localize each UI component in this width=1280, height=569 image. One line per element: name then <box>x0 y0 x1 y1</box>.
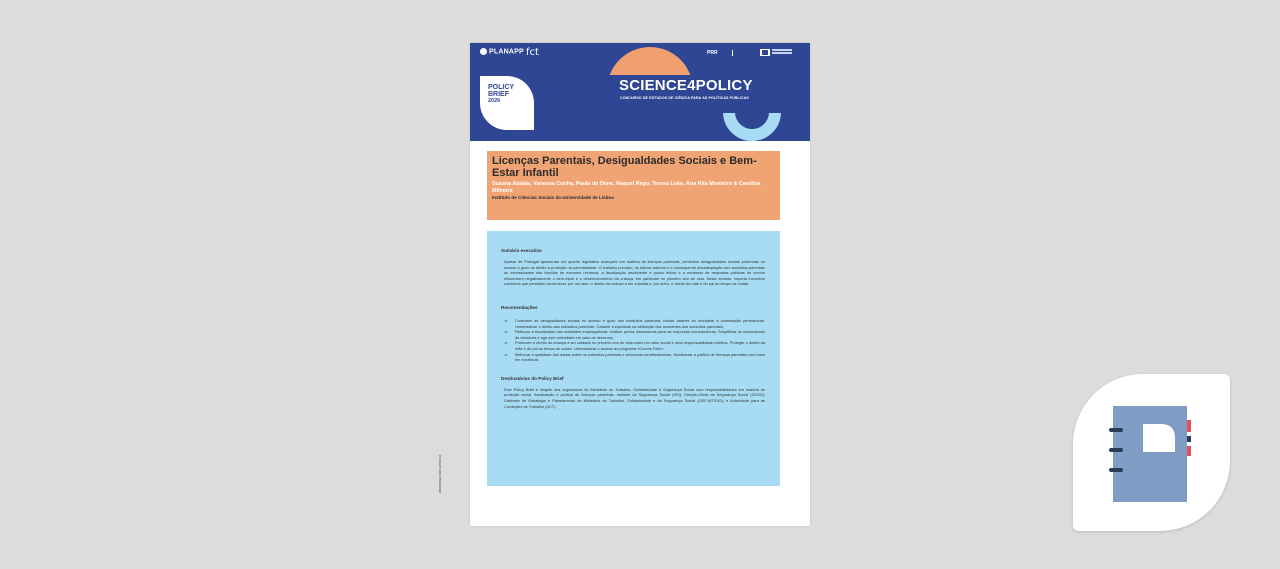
eu-flag-icon <box>760 49 770 56</box>
badge-line-2: BRIEF <box>488 91 509 98</box>
executive-summary-text: Apesar de Portugal apresentar um quadro legislativo avançado em matéria de licenças parentais, persistem desigualdades sociais profundas no acesso e gozo do direito à proteção na parentalidade. O trabalho precário, os baixos salários e a consequente desadequação dos subsídios parentais às necessidades das famílias de menores recursos, a fiscalização insuficiente e pouco eficaz e a escassez de respostas públicas de creche influenciam negativamente o bem-estar e o desenvolvimento da criança, em particular no primeiro ano de vida. Neste sentido, importa encontrar caminhos que permitam reconhecer, por um lado, o direito da criança a ser cuidada e, por outro, o direito da mãe e do pai ao tempo de cuidar. <box>504 259 765 287</box>
document-id: PLANAPP-S4P-PB/2026/007 <box>438 455 442 494</box>
content-box <box>487 231 780 486</box>
document-institution: Instituto de Ciências Sociais da Universidade de Lisboa <box>492 195 614 200</box>
badge-year: 2026 <box>488 98 501 104</box>
document-authors: Susana Atalaia, Vanessa Cunha, Paula do Dene, Raquel Rego, Teresa Leão, Ana Rita Monteiro & Carolina Milheiro <box>492 181 761 194</box>
recommendations-list <box>501 318 765 363</box>
science4policy-subtitle: CONCURSO DE ESTUDOS DE CIÊNCIA PARA AS POLÍTICAS PÚBLICAS <box>620 96 749 100</box>
recommendation-item: ⇒ Reforçar a fiscalização das entidades empregadoras. Instituir penas dissuasoras para as empresas incumpridoras. Simplificar os mecanismos de denúncia e agir com celeridade em caso de denúncia; <box>504 329 765 340</box>
policy-brief-page <box>438 43 810 526</box>
app-logo-tile <box>1073 374 1230 531</box>
executive-summary-heading: Sumário executivo <box>501 248 542 253</box>
recommendation-item: ⇒ Promover o direito da criança a ser cuidada no primeiro ano de vida como um valor social e uma responsabilidade coletiva. Proteger o direito da mãe e do pai ao tempo de cuidar. Universalizar o acesso ao programa «Creche Feliz». <box>504 340 765 351</box>
fct-logo: fct <box>526 47 539 58</box>
document-title: Licenças Parentais, Desigualdades Sociais e Bem-Estar Infantil <box>492 155 757 179</box>
notebook-icon <box>1109 406 1191 502</box>
recipients-text: Este Policy Brief é dirigido aos organismos do Ministério do Trabalho, Solidariedade e Segurança Social com responsabilidades em matéria de proteção social, fiscalização e política de licenças parentais: Instituto da Segurança Social (ISS); Direção-Geral da Segurança Social (DGSS); Gabinete de Estratégia e Planeamento do Ministério do Trabalho, Solidariedade e da Segurança Social (GEP-MTSSS); e Autoridade para as Condições de Trabalho (ACT). <box>504 386 765 409</box>
recommendations-heading: Recomendações <box>501 304 538 310</box>
eu-logo-text <box>772 49 792 51</box>
recipients-heading: Destinatários do Policy Brief <box>501 375 564 381</box>
badge-line-1: POLICY <box>488 84 515 91</box>
republica-logo <box>732 50 752 56</box>
header-banner <box>470 43 810 141</box>
title-box <box>487 151 780 220</box>
planapp-logo: PLANAPP <box>480 48 524 55</box>
recommendation-item: ⇒ Combater as desigualdades sociais no acesso e gozo dos subsídios parentais iniciais através do montante à contratação permanente. Universalizar o direito aos subsídios parentais. Garantir a equidade na atribuição dos montantes dos subsídios parentais; <box>504 318 765 329</box>
recommendation-item: ⇒ Melhorar a qualidade dos dados sobre os subsídios parentais e seus/suas beneficiários/as. Monitorizar a política de licenças parentais com base em evidência. <box>504 352 765 363</box>
prr-logo: PRR <box>707 50 718 56</box>
science4policy-title: SCIENCE4POLICY <box>619 77 753 94</box>
policy-brief-badge <box>480 76 534 130</box>
